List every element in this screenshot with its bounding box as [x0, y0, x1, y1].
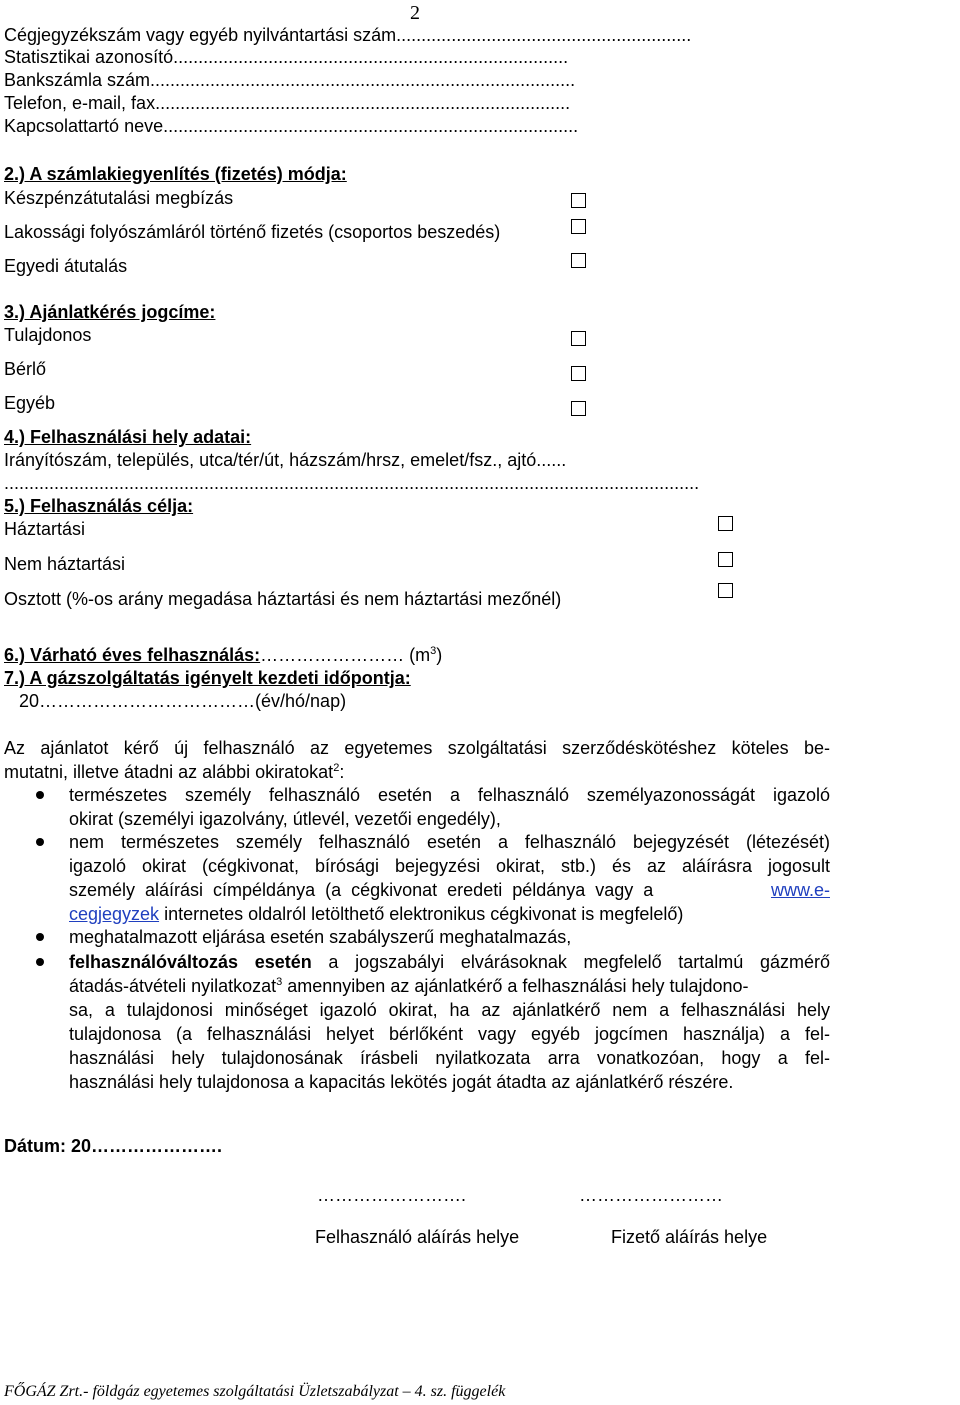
- documents-intro-line2: [4, 760, 344, 784]
- expected-consumption-row: [4, 644, 442, 666]
- unit-label: (m: [404, 645, 431, 665]
- bullet2-line4: [69, 902, 683, 926]
- bullet2-line2: igazoló okirat (cégkivonat, bírósági bejegyzési okirat, stb.) és az aláírásra jogosult: [69, 856, 830, 876]
- basis-option-other: Egyéb: [4, 393, 56, 413]
- address-field-continuation: ...........................................................................................................................................: [4, 473, 700, 493]
- unit-superscript: 3: [430, 645, 437, 657]
- bullet1-line1: természetes személy felhasználó esetén a felhasználó személyazonosságát igazoló: [69, 785, 830, 805]
- bullet2-line4-text: internetes oldalról letölthető elektronikus cégkivonat is megfelelő): [159, 904, 684, 924]
- statistical-id-field: Statisztikai azonosító...............................................................................: [4, 47, 569, 67]
- purpose-option-shared: Osztott (%-os arány megadása háztartási és nem háztartási mezőnél): [4, 589, 562, 609]
- bullet-marker: [36, 838, 44, 846]
- footnote-2-marker: 2: [333, 762, 340, 774]
- usage-location-title: 4.) Felhasználási hely adatai:: [4, 427, 252, 447]
- bullet4-line6: használási hely tulajdonosa a kapacitás lekötés jogát átadta az ajánlatkérő részére.: [69, 1072, 734, 1092]
- expected-consumption-title: 6.) Várható éves felhasználás:: [4, 645, 261, 665]
- user-signature-line: …………………….: [317, 1185, 467, 1205]
- bullet4-line2a: átadás-átvételi nyilatkozat: [69, 976, 277, 996]
- bullet-marker: [36, 958, 44, 966]
- bullet1-line2: okirat (személyi igazolvány, útlevél, vezetői engedély),: [69, 809, 501, 829]
- date-field: Dátum: 20………………….: [4, 1136, 223, 1156]
- contact-person-field: Kapcsolattartó neve...................................................................................: [4, 116, 579, 136]
- page-number: 2: [410, 2, 420, 24]
- payer-signature-label: Fizető aláírás helye: [611, 1227, 768, 1247]
- payer-signature-line: ……………………: [579, 1185, 723, 1205]
- user-signature-label: Felhasználó aláírás helye: [315, 1227, 520, 1247]
- bullet2-line1: nem természetes személy felhasználó esetén a felhasználó bejegyzését (létezését): [69, 832, 830, 852]
- bullet4-line5: használási hely tulajdonosának írásbeli nyilatkozata arra vonatkozóan, hogy a fel-: [69, 1048, 830, 1068]
- footnote-3-marker: 3: [276, 976, 283, 988]
- page-footer: FŐGÁZ Zrt.- földgáz egyetemes szolgáltatási Üzletszabályzat – 4. sz. függelék: [4, 1383, 506, 1400]
- bullet4-line2b: amennyiben az ajánlatkérő a felhasználási hely tulajdono-: [282, 976, 749, 996]
- bullet2-line3: [69, 878, 830, 902]
- phone-email-fax-field: Telefon, e-mail, fax...................................................................................: [4, 93, 571, 113]
- checkbox-owner[interactable]: [571, 331, 586, 346]
- bullet-marker: [36, 791, 44, 799]
- bullet4-line1-text: a jogszabályi elvárásoknak megfelelő tartalmú gázmérő: [311, 952, 830, 972]
- requested-start-date-field: 20………………………………(év/hó/nap): [19, 691, 347, 711]
- address-field: Irányítószám, település, utca/tér/út, házszám/hrsz, emelet/fsz., ajtó......: [4, 450, 567, 470]
- usage-purpose-title: 5.) Felhasználás célja:: [4, 496, 194, 516]
- checkbox-shared[interactable]: [718, 583, 733, 598]
- checkbox-non-household[interactable]: [718, 552, 733, 567]
- checkbox-individual-transfer[interactable]: [571, 253, 586, 268]
- purpose-option-household: Háztartási: [4, 519, 86, 539]
- documents-intro-colon: :: [339, 762, 345, 782]
- request-basis-title: 3.) Ajánlatkérés jogcíme:: [4, 302, 216, 322]
- requested-start-date-title: 7.) A gázszolgáltatás igényelt kezdeti időpontja:: [4, 668, 411, 688]
- e-cegjegyzek-link[interactable]: www.e-: [770, 880, 830, 900]
- documents-intro-text: mutatni, illetve átadni az alábbi okiratokat: [4, 762, 334, 782]
- basis-option-tenant: Bérlő: [4, 359, 47, 379]
- bullet4-bold-text: felhasználóváltozás esetén: [69, 952, 312, 972]
- basis-option-owner: Tulajdonos: [4, 325, 92, 345]
- payment-method-title: 2.) A számlakiegyenlítés (fizetés) módja:: [4, 164, 347, 184]
- checkbox-other[interactable]: [571, 401, 586, 416]
- expected-consumption-dots: ……………………: [260, 645, 405, 665]
- bullet4-line4: tulajdonosa (a felhasználási helyet bérlőként vagy egyéb jogcímen használja) a fel-: [69, 1024, 830, 1044]
- checkbox-tenant[interactable]: [571, 366, 586, 381]
- e-cegjegyzek-link-continued[interactable]: cegjegyzek: [69, 904, 160, 924]
- bullet-marker: [36, 933, 44, 941]
- bullet4-line1: [69, 950, 830, 974]
- bank-account-field: Bankszámla szám.....................................................................................: [4, 70, 576, 90]
- unit-label-close: ): [436, 645, 443, 665]
- payment-option-direct-debit: Lakossági folyószámláról történő fizetés (csoportos beszedés): [4, 222, 501, 242]
- registry-number-field: Cégjegyzékszám vagy egyéb nyilvántartási szám...........................................................: [4, 25, 692, 45]
- bullet2-line3-text: személy aláírási címpéldánya (a cégkivonat eredeti példánya vagy a: [69, 880, 654, 900]
- payment-option-cash-transfer: Készpénzátutalási megbízás: [4, 188, 234, 208]
- checkbox-direct-debit[interactable]: [571, 219, 586, 234]
- payment-option-individual-transfer: Egyedi átutalás: [4, 256, 128, 276]
- bullet3-line1: meghatalmazott eljárása esetén szabályszerű meghatalmazás,: [69, 927, 572, 947]
- bullet4-line3: sa, a tulajdonosi minőséget igazoló okirat, ha az ajánlatkérő nem a felhasználási hely: [69, 1000, 830, 1020]
- documents-intro-line1: Az ajánlatot kérő új felhasználó az egyetemes szolgáltatási szerződéskötéshez köteles be-: [4, 738, 830, 758]
- checkbox-cash-transfer[interactable]: [571, 193, 586, 208]
- purpose-option-non-household: Nem háztartási: [4, 554, 126, 574]
- checkbox-household[interactable]: [718, 516, 733, 531]
- bullet4-line2: [69, 974, 830, 998]
